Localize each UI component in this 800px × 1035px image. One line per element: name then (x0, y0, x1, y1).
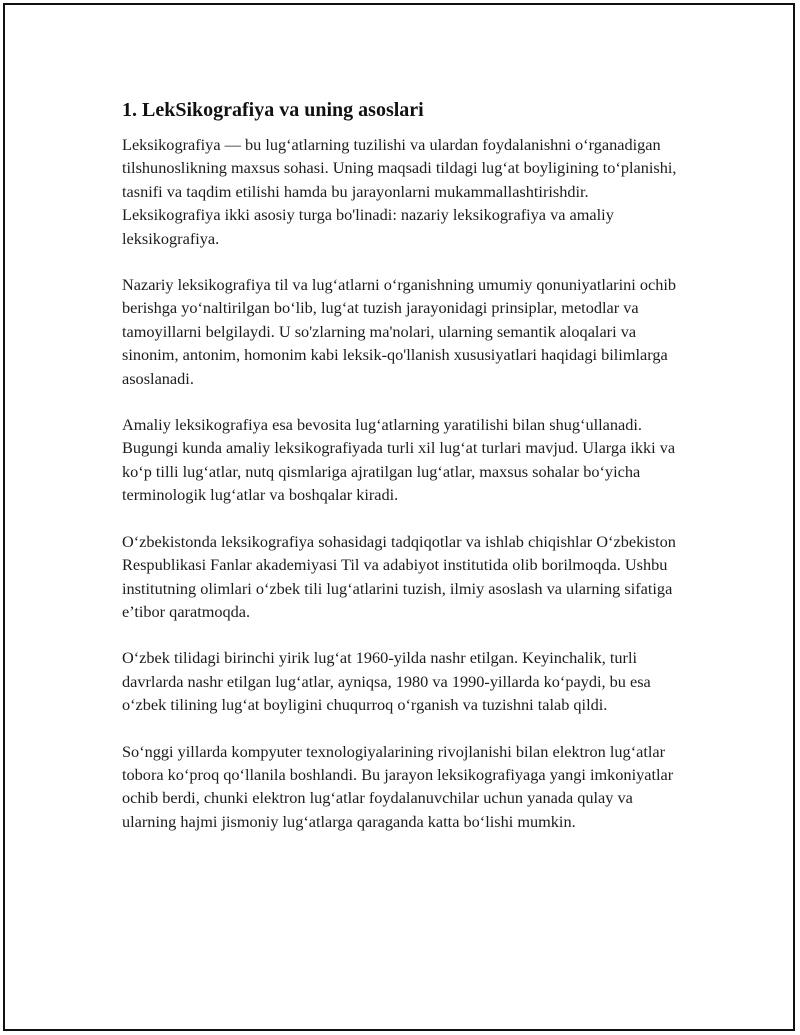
paragraph-6: So‘nggi yillarda kompyuter texnologiyalarining rivojlanishi bilan elektron lug‘atlar tobora ko‘proq qo‘llanila boshlandi. Bu jarayon leksikografiyaga yangi imkoniyatlar ochib berdi, chunki elektron lug‘atlar foydalanuvchilar uchun yanada qulay va ularning hajmi jismoniy lug‘atlarga qaraganda katta bo‘lishi mumkin. (122, 741, 674, 831)
document-title: 1. LekSikografiya va uning asoslari (122, 99, 424, 121)
paragraph-1: Leksikografiya — bu lug‘atlarning tuzilishi va ulardan foydalanishni o‘rganadigan tilshunoslikning maxsus sohasi. Uning maqsadi tildagi lug‘at boyligining to‘planishi, tasnifi va taqdim etilishi hamda bu jarayonlarni mukammallashtirishdir. Leksikografiya ikki asosiy turga bo'linadi: nazariy leksikografiya va amaliy leksikografiya. (122, 135, 677, 248)
paragraph-4: O‘zbekistonda leksikografiya sohasidagi tadqiqotlar va ishlab chiqishlar O‘zbekiston Respublikasi Fanlar akademiyasi Til va adabiyot institutida olib borilmoqda. Ushbu institutning olimlari o‘zbek tili lug‘atlarini tuzish, ilmiy asoslash va ularning sifatiga e’tibor qaratmoqda. (122, 531, 676, 621)
paragraph-2: Nazariy leksikografiya til va lug‘atlarni o‘rganishning umumiy qonuniyatlarini ochib berishga yo‘naltirilgan bo‘lib, lug‘at tuzish jarayonidagi prinsiplar, metodlar va tamoyillarni belgilaydi. U so'zlarning ma'nolari, ularning semantik aloqalari va sinonim, antonim, homonim kabi leksik-qo'llanish xususiyatlari haqidagi bilimlarga asoslanadi. (122, 275, 677, 388)
page-frame (3, 3, 795, 1031)
paragraph-3: Amaliy leksikografiya esa bevosita lug‘atlarning yaratilishi bilan shug‘ullanadi. Bugungi kunda amaliy leksikografiyada turli xil lug‘at turlari mavjud. Ularga ikki va ko‘p tilli lug‘atlar, nutq qismlariga ajratilgan lug‘atlar, maxsus sohalar bo‘yicha terminologik lug‘atlar va boshqalar kiradi. (122, 415, 676, 505)
document-body (122, 97, 682, 856)
paragraph-5: O‘zbek tilidagi birinchi yirik lug‘at 1960-yilda nashr etilgan. Keyinchalik, turli davrlarda nashr etilgan lug‘atlar, ayniqsa, 1980 va 1990-yillarda ko‘paydi, bu esa o‘zbek tilining lug‘at boyligini chuqurroq o‘rganish va tuzishni talab qildi. (122, 648, 651, 715)
